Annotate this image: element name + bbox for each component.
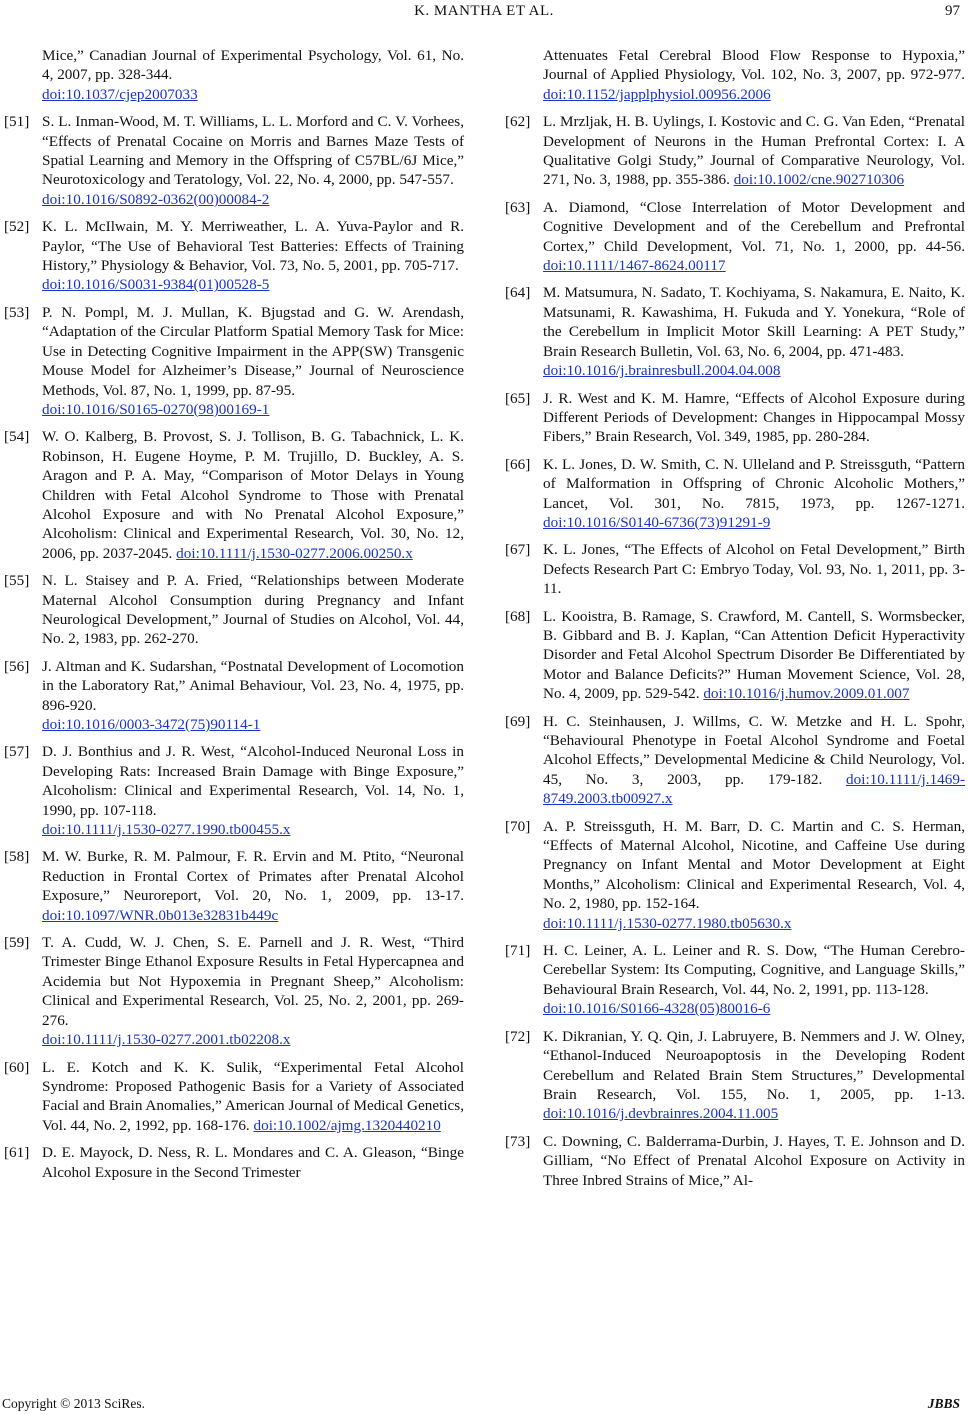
reference-text: K. Dikranian, Y. Q. Qin, J. Labruyere, B. Nemmers and J. W. Olney, “Ethanol-Induced Neuroapoptosis in the Developing Rodent Cerebellum and Related Brain Stem Structures,” Developmental Brain Research, Vol. 155, No. 1, 2005, pp. 1-13. [543, 1027, 965, 1103]
reference-entry [4, 847, 464, 925]
reference-number: [69] [505, 712, 531, 730]
doi-link[interactable]: doi:10.1111/j.1469-8749.2003.tb00927.x [543, 770, 966, 808]
reference-number: [52] [4, 218, 30, 236]
reference-number: [66] [505, 455, 531, 473]
reference-entry [4, 742, 464, 839]
doi-link[interactable]: doi:10.1016/j.brainresbull.2004.04.008 [543, 362, 781, 380]
reference-body [543, 712, 965, 809]
reference-text: T. A. Cudd, W. J. Chen, S. E. Parnell and J. R. West, “Third Trimester Binge Ethanol Exposure Results in Fetal Hypercapnea and Acidemia but Not Hypoxemia in Pregnant Sheep,” Alcoholism: Clinical and Experimental Research, Vol. 25, No. 2, 2001, pp. 269-276. [42, 934, 464, 1029]
reference-number: [73] [505, 1132, 531, 1150]
reference-body [543, 817, 965, 933]
reference-text: J. R. West and K. M. Hamre, “Effects of Alcohol Exposure during Different Periods of Development: Changes in Hippocampal Mossy Fibers,” Brain Research, Vol. 349, 1985, pp. 280-284. [543, 389, 965, 446]
reference-number: [72] [505, 1027, 531, 1045]
reference-entry [4, 657, 464, 735]
reference-text: P. N. Pompl, M. J. Mullan, K. Bjugstad and G. W. Arendash, “Adaptation of the Circular Platform Spatial Memory Task for Mice: Use in Detecting Cognitive Impairment in the APP(SW) Transgenic Mouse Model for Alzheimer’s Disease,” Journal of Neuroscience Methods, Vol. 87, No. 1, 1999, pp. 87-95. [42, 303, 464, 399]
reference-body [42, 46, 464, 104]
reference-entry [505, 607, 965, 704]
reference-number: [54] [4, 428, 30, 446]
reference-text: W. O. Kalberg, B. Provost, S. J. Tollison, B. G. Tabachnick, L. K. Robinson, H. Eugene Hoyme, P. M. Trujillo, D. Buckley, A. S. Aragon and P. A. May, “Comparison of Motor Delays in Young Children with Fetal Alcohol Syndrome to Those with Prenatal Alcohol Exposure and with No Prenatal Alcohol Exposure,” Alcoholism: Clinical and Experimental Research, Vol. 30, No. 12, 2006, pp. 2037-2045. [42, 428, 464, 562]
doi-link[interactable]: doi:10.1111/j.1530-0277.2006.00250.x [176, 544, 413, 562]
reference-number: [61] [4, 1144, 30, 1162]
doi-link[interactable]: doi:10.1016/S0031-9384(01)00528-5 [42, 276, 270, 294]
doi-link[interactable]: doi:10.1111/j.1530-0277.1990.tb00455.x [42, 821, 291, 839]
reference-entry [505, 46, 965, 104]
reference-entry [505, 1027, 965, 1124]
references-left-column [4, 46, 464, 1190]
reference-body [42, 217, 464, 295]
reference-body [42, 742, 464, 839]
reference-entry [505, 817, 965, 933]
reference-entry [4, 1058, 464, 1136]
reference-text: M. W. Burke, R. M. Palmour, F. R. Ervin and M. Ptito, “Neuronal Reduction in Frontal Cortex of Primates after Prenatal Alcohol Exposure,” Neuroreport, Vol. 20, No. 1, 2009, pp. 13-17. [42, 848, 464, 905]
reference-entry [505, 712, 965, 809]
reference-number: [65] [505, 389, 531, 407]
doi-link[interactable]: doi:10.1016/S0140-6736(73)91291-9 [543, 513, 771, 531]
reference-entry [505, 1132, 965, 1190]
reference-entry [505, 112, 965, 190]
reference-number: [53] [4, 303, 30, 321]
reference-body [42, 303, 464, 419]
references-right-column [505, 46, 965, 1198]
reference-text: S. L. Inman-Wood, M. T. Williams, L. L. Morford and C. V. Vorhees, “Effects of Prenatal Cocaine on Morris and Barnes Maze Tests of Spatial Learning and Memory in the Offspring of C57BL/6J Mice,” Neurotoxicology and Teratology, Vol. 22, No. 4, 2000, pp. 547-557. [42, 113, 464, 189]
reference-number: [64] [505, 284, 531, 302]
reference-body [543, 607, 965, 704]
doi-link[interactable]: doi:10.1111/1467-8624.00117 [543, 257, 726, 275]
reference-text: H. C. Leiner, A. L. Leiner and R. S. Dow, “The Human Cerebro-Cerebellar System: Its Computing, Cognitive, and Language Skills,” Behavioural Brain Research, Vol. 44, No. 2, 1991, pp. 113-128. [543, 942, 965, 998]
reference-body [543, 112, 965, 190]
doi-link[interactable]: doi:10.1152/japplphysiol.00956.2006 [543, 85, 771, 103]
reference-text: H. C. Steinhausen, J. Willms, C. W. Metzke and H. L. Spohr, “Behavioural Phenotype in Foetal Alcohol Syndrome and Foetal Alcohol Effects,” Developmental Medicine & Child Neurology, Vol. 45, No. 3, 2003, pp. 179-182. [543, 712, 965, 788]
doi-link[interactable]: doi:10.1016/S0166-4328(05)80016-6 [543, 1000, 771, 1018]
reference-number: [62] [505, 113, 531, 131]
reference-body [543, 941, 965, 1019]
reference-text: A. Diamond, “Close Interrelation of Motor Development and Cognitive Development and of the Cerebellum and Prefrontal Cortex,” Child Development, Vol. 71, No. 1, 2000, pp. 44-56. [543, 198, 965, 255]
reference-entry [4, 112, 464, 209]
reference-entry [505, 198, 965, 276]
reference-body [543, 1132, 965, 1190]
copyright-notice: Copyright © 2013 SciRes. [2, 1396, 146, 1411]
reference-body [42, 1143, 464, 1182]
reference-entry [4, 217, 464, 295]
reference-number: [55] [4, 572, 30, 590]
reference-body [543, 283, 965, 380]
reference-entry [4, 1143, 464, 1182]
reference-body [543, 540, 965, 598]
reference-body [42, 847, 464, 925]
reference-text: L. E. Kotch and K. K. Sulik, “Experimental Fetal Alcohol Syndrome: Proposed Pathogenic Basis for a Variety of Associated Facial and Brain Anomalies,” American Journal of Medical Genetics, Vol. 44, No. 2, 1992, pp. 168-176. [42, 1058, 464, 1134]
doi-link[interactable]: doi:10.1016/S0892-0362(00)00084-2 [42, 190, 270, 208]
reference-entry [4, 571, 464, 649]
page-footer [0, 1394, 968, 1414]
doi-link[interactable]: doi:10.1111/j.1530-0277.1980.tb05630.x [543, 914, 792, 932]
reference-text: A. P. Streissguth, H. M. Barr, D. C. Martin and C. S. Herman, “Effects of Maternal Alcohol, Nicotine, and Caffeine Use during Pregnancy on Infant Mental and Motor Development at Eight Months,” Alcoholism: Clinical and Experimental Research, Vol. 4, No. 2, 1980, pp. 152-164. [543, 817, 965, 913]
reference-text: N. L. Staisey and P. A. Fried, “Relationships between Moderate Maternal Alcohol Consumption during Pregnancy and Infant Neurological Development,” Journal of Studies on Alcohol, Vol. 44, No. 2, 1983, pp. 262-270. [42, 572, 464, 648]
running-title: K. MANTHA ET AL. [414, 3, 554, 19]
doi-link[interactable]: doi:10.1002/cne.902710306 [733, 171, 905, 189]
doi-link[interactable]: doi:10.1016/0003-3472(75)90114-1 [42, 716, 261, 733]
reference-text: L. Kooistra, B. Ramage, S. Crawford, M. Cantell, S. Wormsbecker, B. Gibbard and B. J. Kaplan, “Can Attention Deficit Hyperactivity Disorder and Fetal Alcohol Spectrum Disorder Be Differentiated by Motor and Balance Deficits?” Human Movement Science, Vol. 28, No. 4, 2009, pp. 529-542. [543, 607, 965, 703]
doi-link[interactable]: doi:10.1097/WNR.0b013e32831b449c [42, 906, 279, 924]
reference-body [42, 1058, 464, 1136]
reference-text: M. Matsumura, N. Sadato, T. Kochiyama, S. Nakamura, E. Naito, K. Matsunami, R. Kawashima, H. Fukuda and Y. Yonekura, “Role of the Cerebellum in Implicit Motor Skill Learning: A PET Study,” Brain Research Bulletin, Vol. 63, No. 6, 2004, pp. 471-483. [543, 284, 965, 360]
reference-entry [505, 283, 965, 380]
reference-text: C. Downing, C. Balderrama-Durbin, J. Hayes, T. E. Johnson and D. Gilliam, “No Effect of Prenatal Alcohol Exposure on Activity in Three Inbred Strains of Mice,” Al- [543, 1132, 965, 1189]
reference-body [543, 389, 965, 447]
reference-body [543, 455, 965, 533]
reference-text: K. L. Jones, “The Effects of Alcohol on Fetal Development,” Birth Defects Research Part C: Embryo Today, Vol. 93, No. 1, 2011, pp. 3-11. [543, 541, 965, 598]
doi-link[interactable]: doi:10.1016/S0165-0270(98)00169-1 [42, 400, 270, 418]
reference-number: [68] [505, 607, 531, 625]
reference-body [543, 1027, 965, 1124]
reference-number: [56] [4, 657, 30, 675]
reference-body [42, 571, 464, 649]
reference-entry [505, 941, 965, 1019]
reference-text: J. Altman and K. Sudarshan, “Postnatal Development of Locomotion in the Laboratory Rat,” Animal Behaviour, Vol. 23, No. 4, 1975, pp. 896-920. [42, 657, 464, 714]
reference-number: [70] [505, 817, 531, 835]
reference-entry [4, 933, 464, 1049]
doi-link[interactable]: doi:10.1016/j.humov.2009.01.007 [703, 685, 910, 703]
reference-number: [63] [505, 198, 531, 216]
reference-body [42, 933, 464, 1049]
doi-link[interactable]: doi:10.1002/ajmg.1320440210 [253, 1116, 441, 1134]
reference-text: Attenuates Fetal Cerebral Blood Flow Response to Hypoxia,” Journal of Applied Physiology, Vol. 102, No. 3, 2007, pp. 972-977. [543, 47, 965, 84]
reference-entry [505, 389, 965, 447]
reference-entry [4, 427, 464, 563]
reference-entry [505, 455, 965, 533]
reference-body [543, 46, 965, 104]
reference-number: [60] [4, 1058, 30, 1076]
reference-number: [59] [4, 934, 30, 952]
reference-entry [4, 303, 464, 419]
doi-link[interactable]: doi:10.1111/j.1530-0277.2001.tb02208.x [42, 1031, 291, 1049]
journal-abbreviation: JBBS [927, 1396, 960, 1411]
reference-body [543, 198, 965, 276]
reference-number: [58] [4, 848, 30, 866]
reference-text: Mice,” Canadian Journal of Experimental Psychology, Vol. 61, No. 4, 2007, pp. 328-344. [42, 47, 464, 84]
reference-number: [71] [505, 942, 531, 960]
reference-body [42, 657, 464, 735]
reference-text: D. J. Bonthius and J. R. West, “Alcohol-Induced Neuronal Loss in Developing Rats: Increased Brain Damage with Binge Exposure,” Alcoholism: Clinical and Experimental Research, Vol. 14, No. 1, 1990, pp. 107-118. [42, 743, 464, 819]
doi-link[interactable]: doi:10.1037/cjep2007033 [42, 85, 198, 103]
page-number: 97 [945, 3, 960, 19]
reference-body [42, 427, 464, 563]
reference-text: D. E. Mayock, D. Ness, R. L. Mondares and C. A. Gleason, “Binge Alcohol Exposure in the Second Trimester [42, 1144, 464, 1181]
reference-entry [505, 540, 965, 598]
reference-number: [57] [4, 743, 30, 761]
reference-text: K. L. Jones, D. W. Smith, C. N. Ulleland and P. Streissguth, “Pattern of Malformation in Offspring of Chronic Alcoholic Mothers,” Lancet, Vol. 301, No. 7815, 1973, pp. 1267-1271. [543, 455, 965, 512]
page-header [0, 0, 968, 26]
reference-text: K. L. McIlwain, M. Y. Merriweather, L. A. Yuva-Paylor and R. Paylor, “The Use of Behavioral Test Batteries: Effects of Training History,” Physiology & Behavior, Vol. 73, No. 5, 2001, pp. 705-717. [42, 218, 464, 275]
doi-link[interactable]: doi:10.1016/j.devbrainres.2004.11.005 [543, 1105, 779, 1123]
reference-text: L. Mrzljak, H. B. Uylings, I. Kostovic and C. G. Van Eden, “Prenatal Development of Neurons in the Human Prefrontal Cortex: I. A Qualitative Golgi Study,” Journal of Comparative Neurology, Vol. 271, No. 3, 1988, pp. 355-386. [543, 113, 965, 189]
reference-number: [67] [505, 541, 531, 559]
reference-entry [4, 46, 464, 104]
reference-body [42, 112, 464, 209]
reference-number: [51] [4, 113, 30, 131]
